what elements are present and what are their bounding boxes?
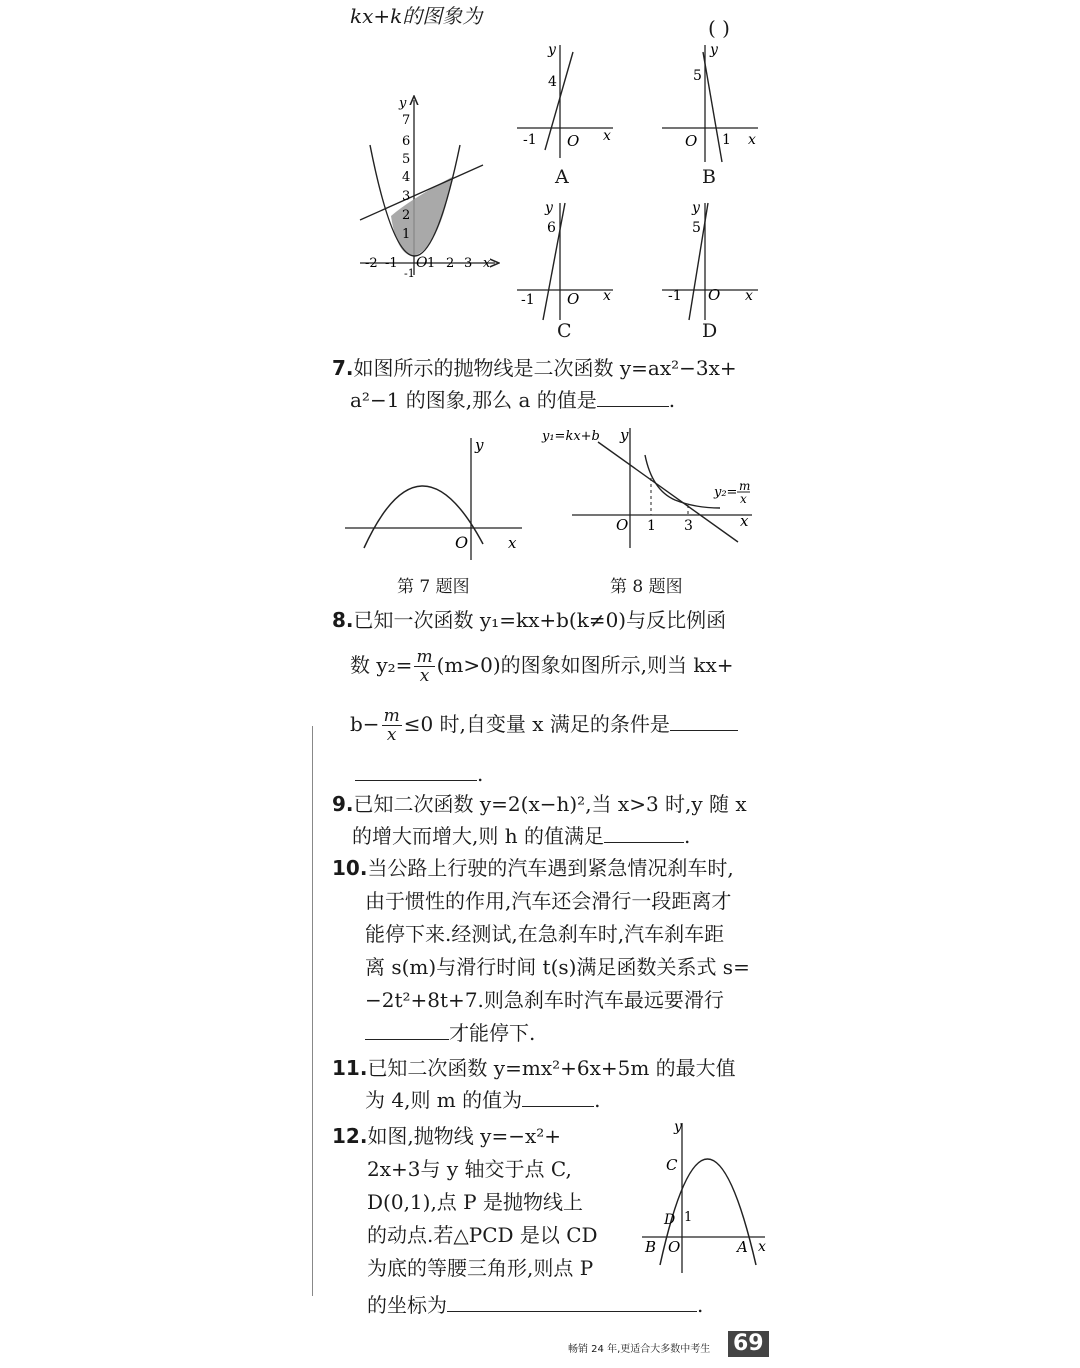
question-8-line3: b− $\frac{m}{x}$ ≤0 时,自变量 x 满足的条件是 bbox=[350, 702, 738, 746]
q7-answer-blank[interactable] bbox=[597, 386, 669, 407]
option-a-label: A bbox=[555, 166, 569, 188]
question-9: 9.已知二次函数 y=2(x−h)²,当 x>3 时,y 随 x bbox=[332, 792, 747, 816]
q8-answer-blank-cont[interactable] bbox=[355, 760, 477, 781]
svg-text:O: O bbox=[455, 533, 469, 552]
question-8-line4: . bbox=[355, 758, 483, 790]
svg-text:m: m bbox=[739, 479, 751, 493]
q6-parabola-graph bbox=[355, 95, 505, 280]
svg-text:O: O bbox=[616, 516, 629, 534]
svg-text:O: O bbox=[567, 290, 580, 308]
svg-text:y₂=: y₂= bbox=[714, 485, 738, 500]
svg-text:y₁=kx+b: y₁=kx+b bbox=[542, 429, 600, 444]
question-10-line: 由于惯性的作用,汽车还会滑行一段距离才 bbox=[365, 889, 732, 913]
question-12: 12.如图,抛物线 y=−x²+ bbox=[332, 1124, 562, 1148]
svg-text:1: 1 bbox=[647, 518, 656, 534]
svg-text:y: y bbox=[674, 1119, 682, 1135]
footer-slogan: 畅销 24 年,更适合大多数中考生 bbox=[568, 1344, 711, 1355]
svg-text:O: O bbox=[685, 132, 698, 150]
y-tick: -1 bbox=[404, 267, 415, 280]
question-9-line2: 的增大而增大,则 h 的值满足 . bbox=[352, 824, 691, 848]
y-tick: 5 bbox=[402, 152, 411, 167]
figure-12-graph bbox=[640, 1115, 770, 1275]
figure-7-graph bbox=[340, 432, 530, 562]
figure-7-caption: 第 7 题图 bbox=[397, 577, 470, 597]
question-10: 10.当公路上行驶的汽车遇到紧急情况刹车时, bbox=[332, 856, 734, 880]
q12-answer-blank[interactable] bbox=[447, 1291, 697, 1312]
svg-text:x: x bbox=[508, 534, 517, 552]
option-c-label: C bbox=[557, 320, 572, 342]
svg-text:x: x bbox=[603, 288, 611, 304]
q8-answer-blank[interactable] bbox=[670, 710, 738, 731]
svg-text:B: B bbox=[645, 1238, 657, 1256]
figure-8-graph bbox=[540, 420, 770, 550]
svg-text:x: x bbox=[740, 512, 749, 530]
svg-text:y: y bbox=[545, 200, 553, 216]
svg-text:1: 1 bbox=[722, 132, 731, 148]
y-tick: 1 bbox=[402, 227, 411, 242]
question-12-line: 的动点.若△PCD 是以 CD bbox=[367, 1223, 598, 1247]
svg-text:x: x bbox=[603, 128, 611, 144]
question-12-line: 为底的等腰三角形,则点 P bbox=[367, 1256, 594, 1280]
svg-text:x: x bbox=[758, 1239, 766, 1255]
svg-text:O: O bbox=[708, 286, 721, 304]
question-11: 11.已知二次函数 y=mx²+6x+5m 的最大值 bbox=[332, 1056, 736, 1080]
svg-text:y: y bbox=[620, 426, 629, 444]
question-12-line: 2x+3与 y 轴交于点 C, bbox=[367, 1157, 572, 1181]
svg-text:6: 6 bbox=[547, 220, 556, 236]
y-tick: 2 bbox=[402, 208, 411, 223]
question-10-line: 能停下来.经测试,在急刹车时,汽车刹车距 bbox=[365, 922, 725, 946]
question-10-last: 才能停下. bbox=[365, 1017, 535, 1049]
x-tick: 2 bbox=[446, 256, 455, 271]
page-number: 69 bbox=[728, 1331, 769, 1357]
svg-text:5: 5 bbox=[692, 220, 701, 236]
option-b-label: B bbox=[702, 166, 716, 188]
option-c-graph[interactable] bbox=[515, 198, 625, 323]
svg-text:O: O bbox=[567, 132, 580, 150]
svg-text:y: y bbox=[548, 42, 556, 58]
option-d-label: D bbox=[702, 320, 718, 342]
x-tick: -2 bbox=[365, 256, 378, 271]
svg-text:O: O bbox=[668, 1238, 681, 1256]
question-8-line2: 数 y₂= $\frac{m}{x}$ (m>0)的图象如图所示,则当 kx+ bbox=[350, 647, 734, 686]
question-7-line2: a²−1 的图象,那么 a 的值是 . bbox=[350, 388, 676, 412]
y-tick: 4 bbox=[402, 170, 411, 185]
question-11-line2: 为 4,则 m 的值为 . bbox=[365, 1088, 601, 1112]
svg-text:5: 5 bbox=[693, 68, 702, 84]
svg-text:3: 3 bbox=[684, 518, 693, 534]
svg-text:C: C bbox=[666, 1156, 678, 1174]
svg-text:x: x bbox=[745, 288, 753, 304]
figure-8-caption: 第 8 题图 bbox=[610, 577, 683, 597]
x-axis-label: x bbox=[483, 256, 491, 271]
x-tick: 3 bbox=[464, 256, 473, 271]
option-a-graph[interactable] bbox=[515, 40, 625, 160]
svg-text:1: 1 bbox=[684, 1210, 693, 1225]
question-10-line: 离 s(m)与滑行时间 t(s)满足函数关系式 s= bbox=[365, 955, 750, 979]
svg-text:y: y bbox=[692, 200, 700, 216]
svg-text:4: 4 bbox=[548, 74, 557, 90]
question-10-line: −2t²+8t+7.则急刹车时汽车最远要滑行 bbox=[365, 988, 724, 1012]
svg-text:A: A bbox=[737, 1238, 748, 1256]
svg-text:y: y bbox=[475, 436, 484, 454]
svg-text:y: y bbox=[710, 42, 718, 58]
y-tick: 3 bbox=[402, 189, 411, 204]
origin-label: O bbox=[416, 255, 428, 271]
x-tick: 1 bbox=[427, 256, 436, 271]
question-7: 7.如图所示的抛物线是二次函数 y=ax²−3x+ bbox=[332, 356, 737, 380]
question-12-last: 的坐标为 . bbox=[367, 1293, 704, 1317]
x-tick: -1 bbox=[385, 256, 398, 271]
svg-text:-1: -1 bbox=[523, 132, 537, 148]
svg-text:-1: -1 bbox=[668, 288, 682, 304]
q10-answer-blank[interactable] bbox=[365, 1019, 449, 1040]
question-8: 8.已知一次函数 y₁=kx+b(k≠0)与反比例函 bbox=[332, 608, 727, 632]
y-tick: 7 bbox=[402, 113, 411, 128]
question-stem-tail: kx+k的图象为 bbox=[350, 4, 483, 28]
svg-text:x: x bbox=[740, 492, 747, 506]
option-d-graph[interactable] bbox=[660, 198, 770, 323]
svg-text:D: D bbox=[664, 1212, 676, 1228]
q9-answer-blank[interactable] bbox=[604, 822, 684, 843]
page-edge-line bbox=[312, 726, 313, 1296]
option-b-graph[interactable] bbox=[660, 40, 770, 165]
y-tick: 6 bbox=[402, 134, 411, 149]
svg-text:-1: -1 bbox=[521, 292, 535, 308]
question-12-line: D(0,1),点 P 是抛物线上 bbox=[367, 1190, 583, 1214]
answer-bracket: ( ) bbox=[708, 16, 730, 40]
svg-text:x: x bbox=[748, 132, 756, 148]
y-axis-label: y bbox=[399, 96, 407, 111]
q11-answer-blank[interactable] bbox=[522, 1086, 594, 1107]
